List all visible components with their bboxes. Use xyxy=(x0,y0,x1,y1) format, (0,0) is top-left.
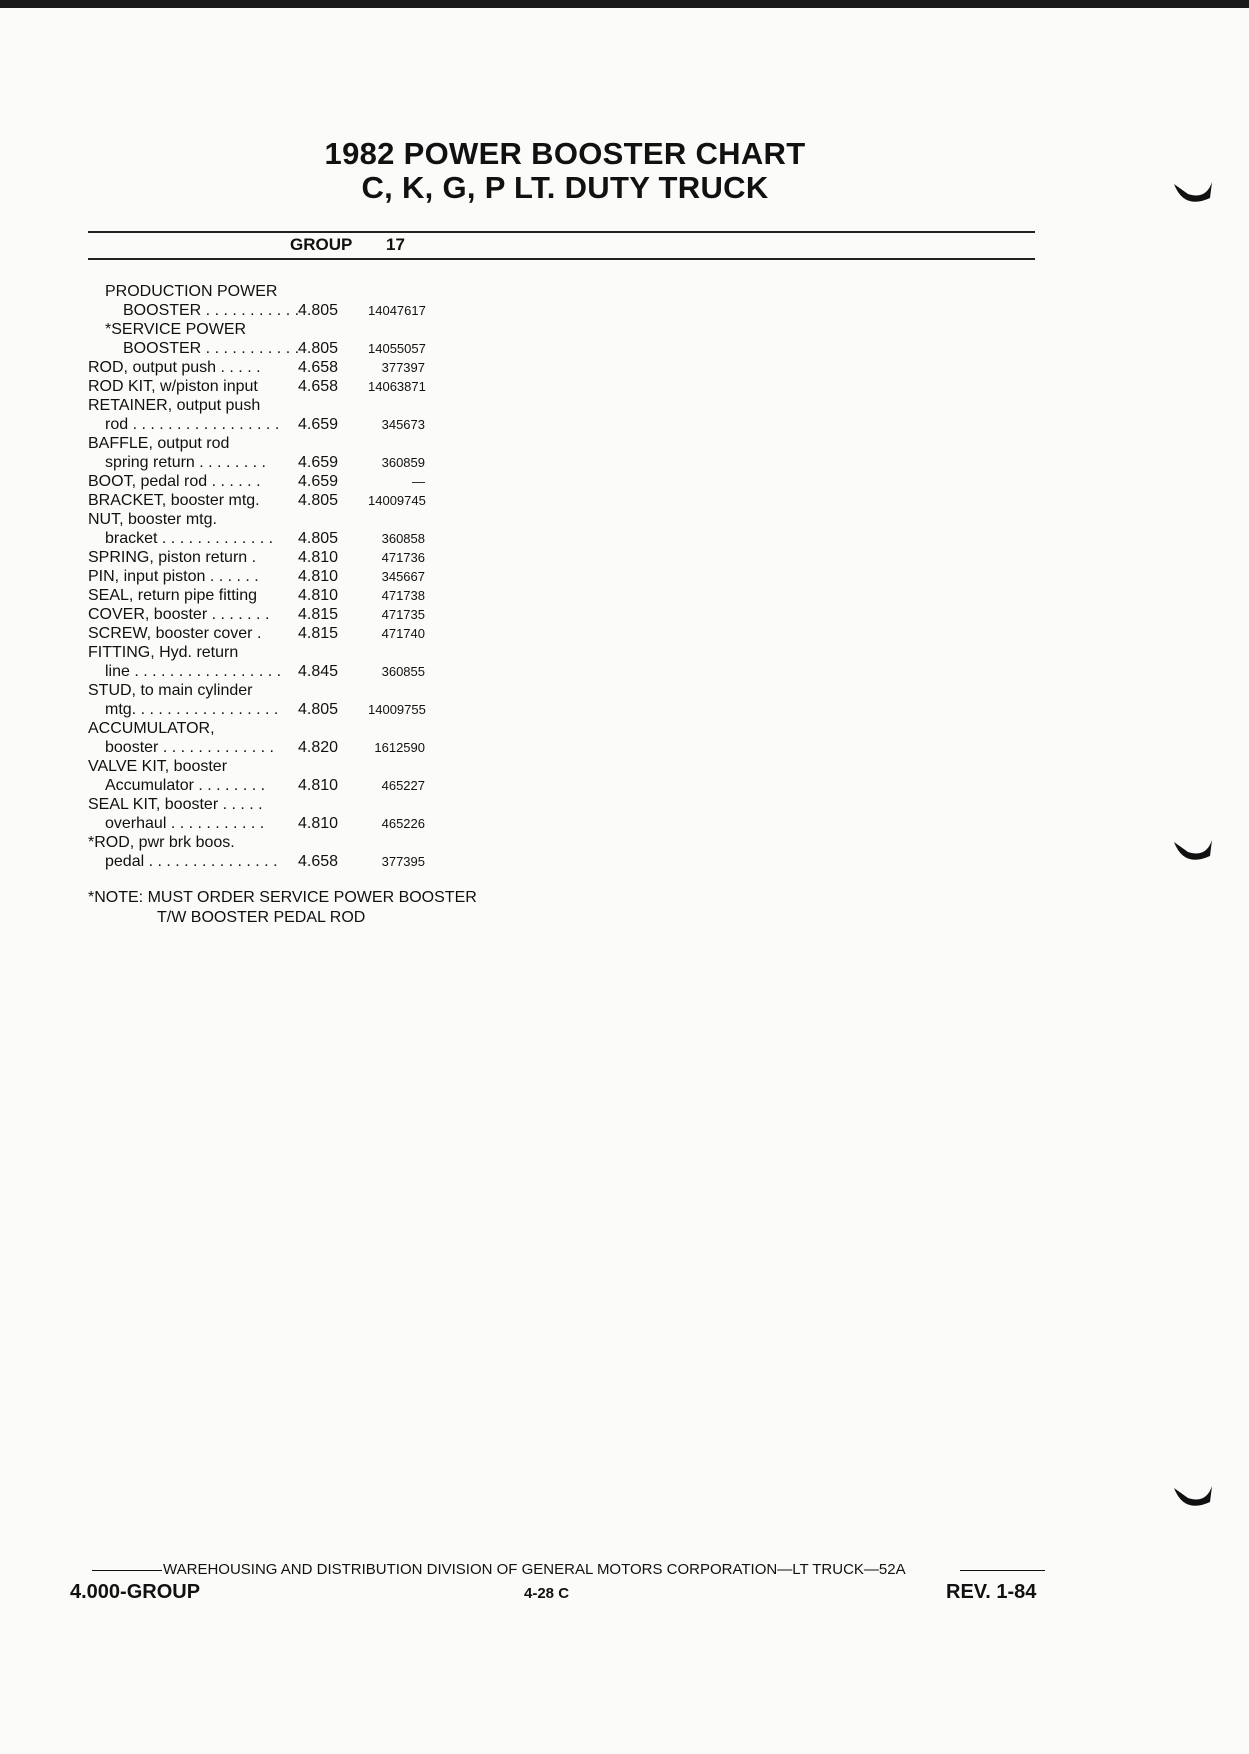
list-item: BRACKET, booster mtg. 4.805 14009745 xyxy=(88,492,426,509)
note-line-1: *NOTE: MUST ORDER SERVICE POWER BOOSTER xyxy=(88,889,477,906)
footer-division: WAREHOUSING AND DISTRIBUTION DIVISION OF GENERAL MOTORS CORPORATION—LT TRUCK—52A xyxy=(163,1561,906,1578)
list-item: SCREW, booster cover . 4.815 471740 xyxy=(88,625,425,642)
list-item: STUD, to main cylinder xyxy=(88,682,253,699)
list-item: SEAL KIT, booster . . . . . xyxy=(88,796,263,813)
list-item: *ROD, pwr brk boos. xyxy=(88,834,235,851)
list-item: Accumulator . . . . . . . . 4.810 465227 xyxy=(105,777,425,794)
list-item: PRODUCTION POWER xyxy=(105,283,278,300)
list-item: ROD, output push . . . . . 4.658 377397 xyxy=(88,359,425,376)
list-item: spring return . . . . . . . . 4.659 360859 xyxy=(105,454,425,471)
footer-group: 4.000-GROUP xyxy=(70,1581,201,1603)
list-item: BOOT, pedal rod . . . . . . 4.659 — xyxy=(88,473,425,490)
list-item: BOOSTER . . . . . . . . . . . 4.805 14047617 xyxy=(123,302,426,319)
list-item: bracket . . . . . . . . . . . . . 4.805 360858 xyxy=(105,530,425,547)
group-number: 17 xyxy=(386,235,405,254)
list-item: COVER, booster . . . . . . . 4.815 471735 xyxy=(88,606,425,623)
note-line-2: T/W BOOSTER PEDAL ROD xyxy=(157,909,366,926)
group-label: GROUP xyxy=(290,235,353,254)
page-number: 4-28 C xyxy=(524,1585,570,1602)
list-item: SPRING, piston return . 4.810 471736 xyxy=(88,549,425,566)
list-item: PIN, input piston . . . . . . 4.810 345667 xyxy=(88,568,425,585)
footer-rule-left xyxy=(92,1570,162,1571)
list-item: rod . . . . . . . . . . . . . . . . . 4.659 345673 xyxy=(105,416,425,433)
footer-rule-right xyxy=(960,1570,1045,1571)
page-subtitle: C, K, G, P LT. DUTY TRUCK xyxy=(361,170,769,205)
page-top-edge xyxy=(0,0,1249,8)
list-item: FITTING, Hyd. return xyxy=(88,644,239,661)
list-item: booster . . . . . . . . . . . . . 4.820 1612590 xyxy=(105,739,425,756)
binder-hole-icon xyxy=(1170,828,1214,872)
list-item: ACCUMULATOR, xyxy=(88,720,215,737)
revision: REV. 1-84 xyxy=(946,1581,1037,1603)
list-item: mtg. . . . . . . . . . . . . . . . . 4.805 14009755 xyxy=(105,701,426,718)
list-item: SEAL, return pipe fitting 4.810 471738 xyxy=(88,587,425,604)
list-item: overhaul . . . . . . . . . . . 4.810 465226 xyxy=(105,815,425,832)
binder-hole-icon xyxy=(1170,170,1214,214)
header-rule-top xyxy=(88,231,1035,233)
binder-hole-icon xyxy=(1170,1474,1214,1518)
list-item: BAFFLE, output rod xyxy=(88,435,230,452)
parts-list xyxy=(88,282,468,871)
header-rule-bottom xyxy=(88,258,1035,260)
list-item: NUT, booster mtg. xyxy=(88,511,217,528)
page-title: 1982 POWER BOOSTER CHART xyxy=(324,136,806,171)
list-item: line . . . . . . . . . . . . . . . . . 4.845 360855 xyxy=(105,663,425,680)
list-item: BOOSTER . . . . . . . . . . . 4.805 14055057 xyxy=(123,340,426,357)
list-item: pedal . . . . . . . . . . . . . . . 4.658 377395 xyxy=(105,853,425,870)
list-item: *SERVICE POWER xyxy=(105,321,247,338)
list-item: ROD KIT, w/piston input 4.658 14063871 xyxy=(88,378,426,395)
list-item: RETAINER, output push xyxy=(88,397,261,414)
list-item: VALVE KIT, booster xyxy=(88,758,228,775)
